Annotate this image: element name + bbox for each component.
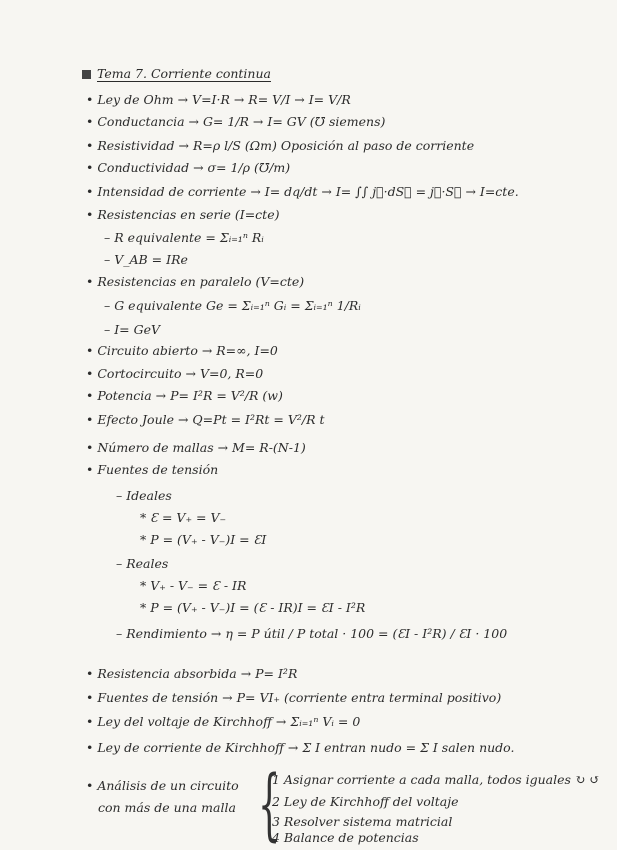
ideal-sources-item-1: * Ɛ = V₊ = V₋ (140, 510, 227, 525)
analysis-step-2: 2 Ley de Kirchhoff del voltaje (272, 794, 459, 809)
joule-effect-line: • Efecto Joule → Q=Pt = I²Rt = V²/R t (86, 412, 324, 428)
conductance-line: • Conductancia → G= 1/R → I= GV (℧ siemens) (86, 114, 385, 130)
absorbed-resistance-line: • Resistencia absorbida → P= I²R (86, 666, 297, 682)
analysis-title-line-2: con más de una malla (98, 800, 236, 815)
current-intensity-line: • Intensidad de corriente → I= dq/dt → I= ∫∫ j⃗·dS⃗ = j⃗·S⃗ → I=cte. (86, 184, 519, 200)
conductivity-line: • Conductividad → σ= 1/ρ (℧/m) (86, 160, 290, 176)
power-line: • Potencia → P= I²R = V²/R (w) (86, 388, 283, 404)
kirchhoff-voltage-line: • Ley del voltaje de Kirchhoff → Σᵢ₌₁ⁿ Vᵢ = 0 (86, 714, 360, 730)
analysis-step-1: 1 Asignar corriente a cada malla, todos iguales ↻ ↺ (272, 772, 600, 787)
parallel-resistors-line: • Resistencias en paralelo (V=cte) (86, 274, 304, 290)
analysis-step-4: 4 Balance de potencias (272, 830, 419, 845)
real-sources-line: – Reales (116, 556, 169, 571)
title-square-icon (82, 70, 91, 79)
voltage-sources-line: • Fuentes de tensión (86, 462, 218, 478)
open-circuit-line: • Circuito abierto → R=∞, I=0 (86, 343, 278, 359)
kirchhoff-current-line: • Ley de corriente de Kirchhoff → Σ I entran nudo = Σ I salen nudo. (86, 740, 514, 756)
short-circuit-line: • Cortocircuito → V=0, R=0 (86, 366, 263, 382)
efficiency-line: – Rendimiento → η = P útil / P total · 100 = (ƐI - I²R) / ƐI · 100 (116, 626, 508, 641)
ohm-law-line: • Ley de Ohm → V=I·R → R= V/I → I= V/R (86, 92, 351, 108)
ideal-sources-item-2: * P = (V₊ - V₋)I = ƐI (140, 532, 267, 547)
brace-icon: { (258, 760, 281, 850)
real-sources-item-2: * P = (V₊ - V₋)I = (Ɛ - IR)I = ƐI - I²R (140, 600, 366, 615)
parallel-current-line: – I= GeV (104, 322, 161, 337)
series-req-line: – R equivalente = Σᵢ₌₁ⁿ Rᵢ (104, 230, 264, 245)
series-vab-line: – V_AB = IRe (104, 252, 188, 267)
analysis-step-3: 3 Resolver sistema matricial (272, 814, 453, 829)
resistivity-line: • Resistividad → R=ρ l/S (Ωm) Oposición al paso de corriente (86, 138, 474, 154)
page-title (82, 66, 271, 82)
analysis-title-line-1: • Análisis de un circuito (86, 778, 239, 794)
series-resistors-line: • Resistencias en serie (I=cte) (86, 207, 279, 223)
page-title-text: Tema 7. Corriente continua (97, 66, 271, 81)
real-sources-item-1: * V₊ - V₋ = Ɛ - IR (140, 578, 247, 593)
mesh-count-line: • Número de mallas → M= R-(N-1) (86, 440, 306, 456)
source-power-line: • Fuentes de tensión → P= VI₊ (corriente entra terminal positivo) (86, 690, 501, 706)
parallel-geq-line: – G equivalente Ge = Σᵢ₌₁ⁿ Gᵢ = Σᵢ₌₁ⁿ 1/Rᵢ (104, 298, 361, 313)
ideal-sources-line: – Ideales (116, 488, 172, 503)
